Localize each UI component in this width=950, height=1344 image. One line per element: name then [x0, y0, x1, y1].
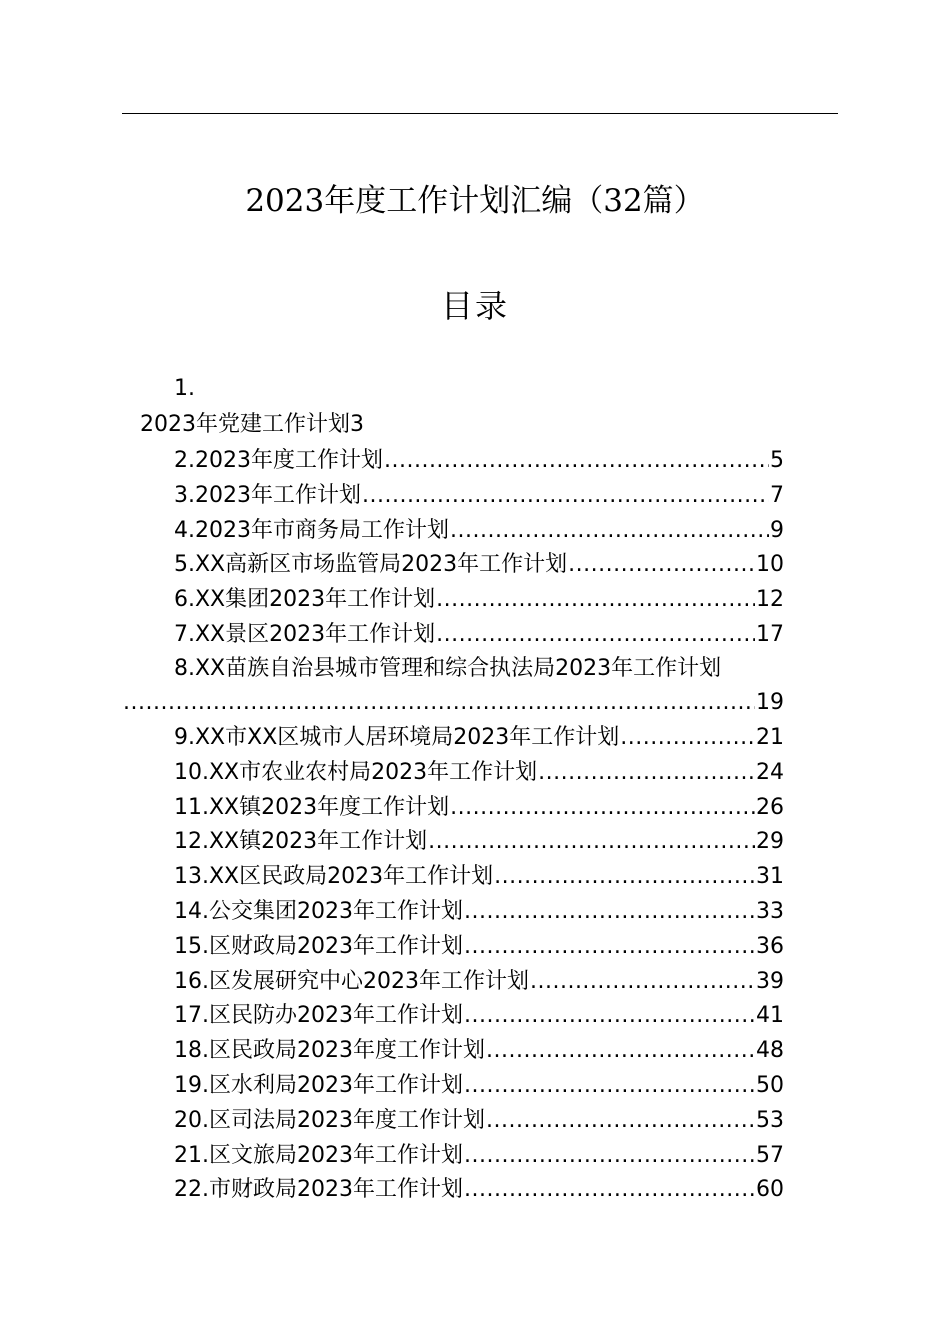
toc-dot-leader	[436, 583, 755, 617]
toc-entry-page: 57	[756, 1142, 784, 1168]
toc-dot-leader	[464, 1173, 755, 1207]
toc-entry[interactable]	[174, 930, 784, 964]
toc-entry[interactable]	[174, 548, 784, 582]
toc-item-8-title[interactable]: 8.XX苗族自治县城市管理和综合执法局2023年工作计划	[174, 656, 722, 681]
toc-entry-page: 39	[756, 968, 784, 994]
toc-entry-page: 29	[756, 829, 784, 855]
toc-entry[interactable]	[174, 514, 784, 548]
toc-item-1-title[interactable]: 2023年党建工作计划3	[140, 412, 364, 437]
toc-entry-page: 50	[756, 1073, 784, 1098]
toc-entry-title: 9.XX市XX区城市人居环境局2023年工作计划	[174, 725, 620, 750]
toc-dot-leader	[620, 721, 755, 755]
toc-entry-page: 10	[756, 552, 784, 578]
toc-entry[interactable]	[174, 721, 784, 755]
toc-entry-title: 4.2023年市商务局工作计划	[174, 517, 449, 543]
toc-dot-leader	[384, 444, 769, 478]
toc-dot-leader	[486, 1104, 755, 1138]
toc-entry[interactable]	[174, 444, 784, 478]
toc-entry-page: 24	[756, 759, 784, 785]
toc-entry-title: 22.市财政局2023年工作计划	[174, 1177, 463, 1203]
header-rule	[122, 113, 838, 114]
toc-entry-title: 10.XX市农业农村局2023年工作计划	[174, 759, 538, 785]
toc-item-8-leader[interactable]	[122, 686, 784, 720]
toc-dot-leader	[436, 618, 755, 652]
toc-entry-page: 26	[756, 794, 784, 820]
toc-entry-title: 15.区财政局2023年工作计划	[174, 933, 463, 959]
toc-item-8-page: 19	[756, 690, 784, 715]
toc-entry-title: 20.区司法局2023年度工作计划	[174, 1107, 485, 1133]
toc-dot-leader	[464, 1069, 755, 1103]
toc-entry-title: 13.XX区民政局2023年工作计划	[174, 864, 494, 890]
toc-heading: 目录	[440, 287, 509, 325]
toc-entry-title: 18.区民政局2023年度工作计划	[174, 1038, 485, 1064]
toc-entry-page: 12	[756, 587, 784, 613]
toc-entry-title: 21.区文旅局2023年工作计划	[174, 1142, 463, 1168]
toc-entry[interactable]	[174, 1173, 784, 1207]
toc-entry-title: 12.XX镇2023年工作计划	[174, 829, 428, 855]
toc-dot-leader	[464, 930, 755, 964]
toc-entry[interactable]	[174, 825, 784, 859]
toc-entry-title: 17.区民防办2023年工作计划	[174, 1003, 463, 1029]
toc-dot-leader	[123, 686, 755, 720]
toc-entry[interactable]	[174, 965, 784, 999]
toc-dot-leader	[450, 791, 755, 825]
toc-entry-page: 9	[770, 517, 784, 543]
toc-entry-page: 41	[756, 1003, 784, 1029]
document-title: 2023年度工作计划汇编（32篇）	[245, 183, 705, 219]
toc-entry-page: 36	[756, 933, 784, 959]
toc-dot-leader	[464, 1139, 755, 1173]
toc-dot-leader	[464, 895, 755, 929]
toc-entry-title: 7.XX景区2023年工作计划	[174, 622, 436, 647]
toc-entry-title: 11.XX镇2023年度工作计划	[174, 794, 450, 820]
toc-entry[interactable]	[174, 618, 784, 652]
toc-entry-page: 48	[756, 1038, 784, 1064]
toc-entry-page: 53	[756, 1107, 784, 1133]
toc-entry-page: 60	[756, 1177, 784, 1203]
toc-entry[interactable]	[174, 1034, 784, 1068]
toc-entry-title: 14.公交集团2023年工作计划	[174, 899, 463, 924]
toc-entry[interactable]	[174, 1069, 784, 1103]
toc-entry[interactable]	[174, 583, 784, 617]
toc-dot-leader	[530, 965, 755, 999]
toc-entry-title: 19.区水利局2023年工作计划	[174, 1073, 463, 1098]
toc-entry-title: 2.2023年度工作计划	[174, 448, 383, 473]
toc-entry-title: 5.XX高新区市场监管局2023年工作计划	[174, 552, 568, 578]
toc-dot-leader	[486, 1034, 755, 1068]
toc-entry-title: 6.XX集团2023年工作计划	[174, 587, 436, 613]
toc-entry-page: 17	[756, 622, 784, 647]
toc-entry-page: 21	[756, 725, 784, 750]
toc-entry-page: 33	[756, 899, 784, 924]
toc-entry[interactable]	[174, 1139, 784, 1173]
toc-entry[interactable]	[174, 999, 784, 1033]
toc-dot-leader	[538, 756, 755, 790]
toc-dot-leader	[362, 479, 769, 513]
toc-dot-leader	[464, 999, 755, 1033]
toc-dot-leader	[568, 548, 755, 582]
toc-entry[interactable]	[174, 756, 784, 790]
toc-entry-page: 31	[756, 864, 784, 890]
toc-entry-page: 7	[770, 482, 784, 508]
toc-entry[interactable]	[174, 1104, 784, 1138]
toc-entry-page: 5	[770, 448, 784, 473]
toc-entry-title: 3.2023年工作计划	[174, 482, 361, 508]
toc-entry[interactable]	[174, 791, 784, 825]
toc-entry[interactable]	[174, 895, 784, 929]
toc-entry[interactable]	[174, 479, 784, 513]
toc-dot-leader	[428, 825, 755, 859]
toc-item-1-number[interactable]: 1.	[174, 376, 195, 401]
toc-entry-title: 16.区发展研究中心2023年工作计划	[174, 968, 529, 994]
toc-dot-leader	[494, 860, 755, 894]
toc-entry[interactable]	[174, 860, 784, 894]
toc-dot-leader	[450, 514, 769, 548]
